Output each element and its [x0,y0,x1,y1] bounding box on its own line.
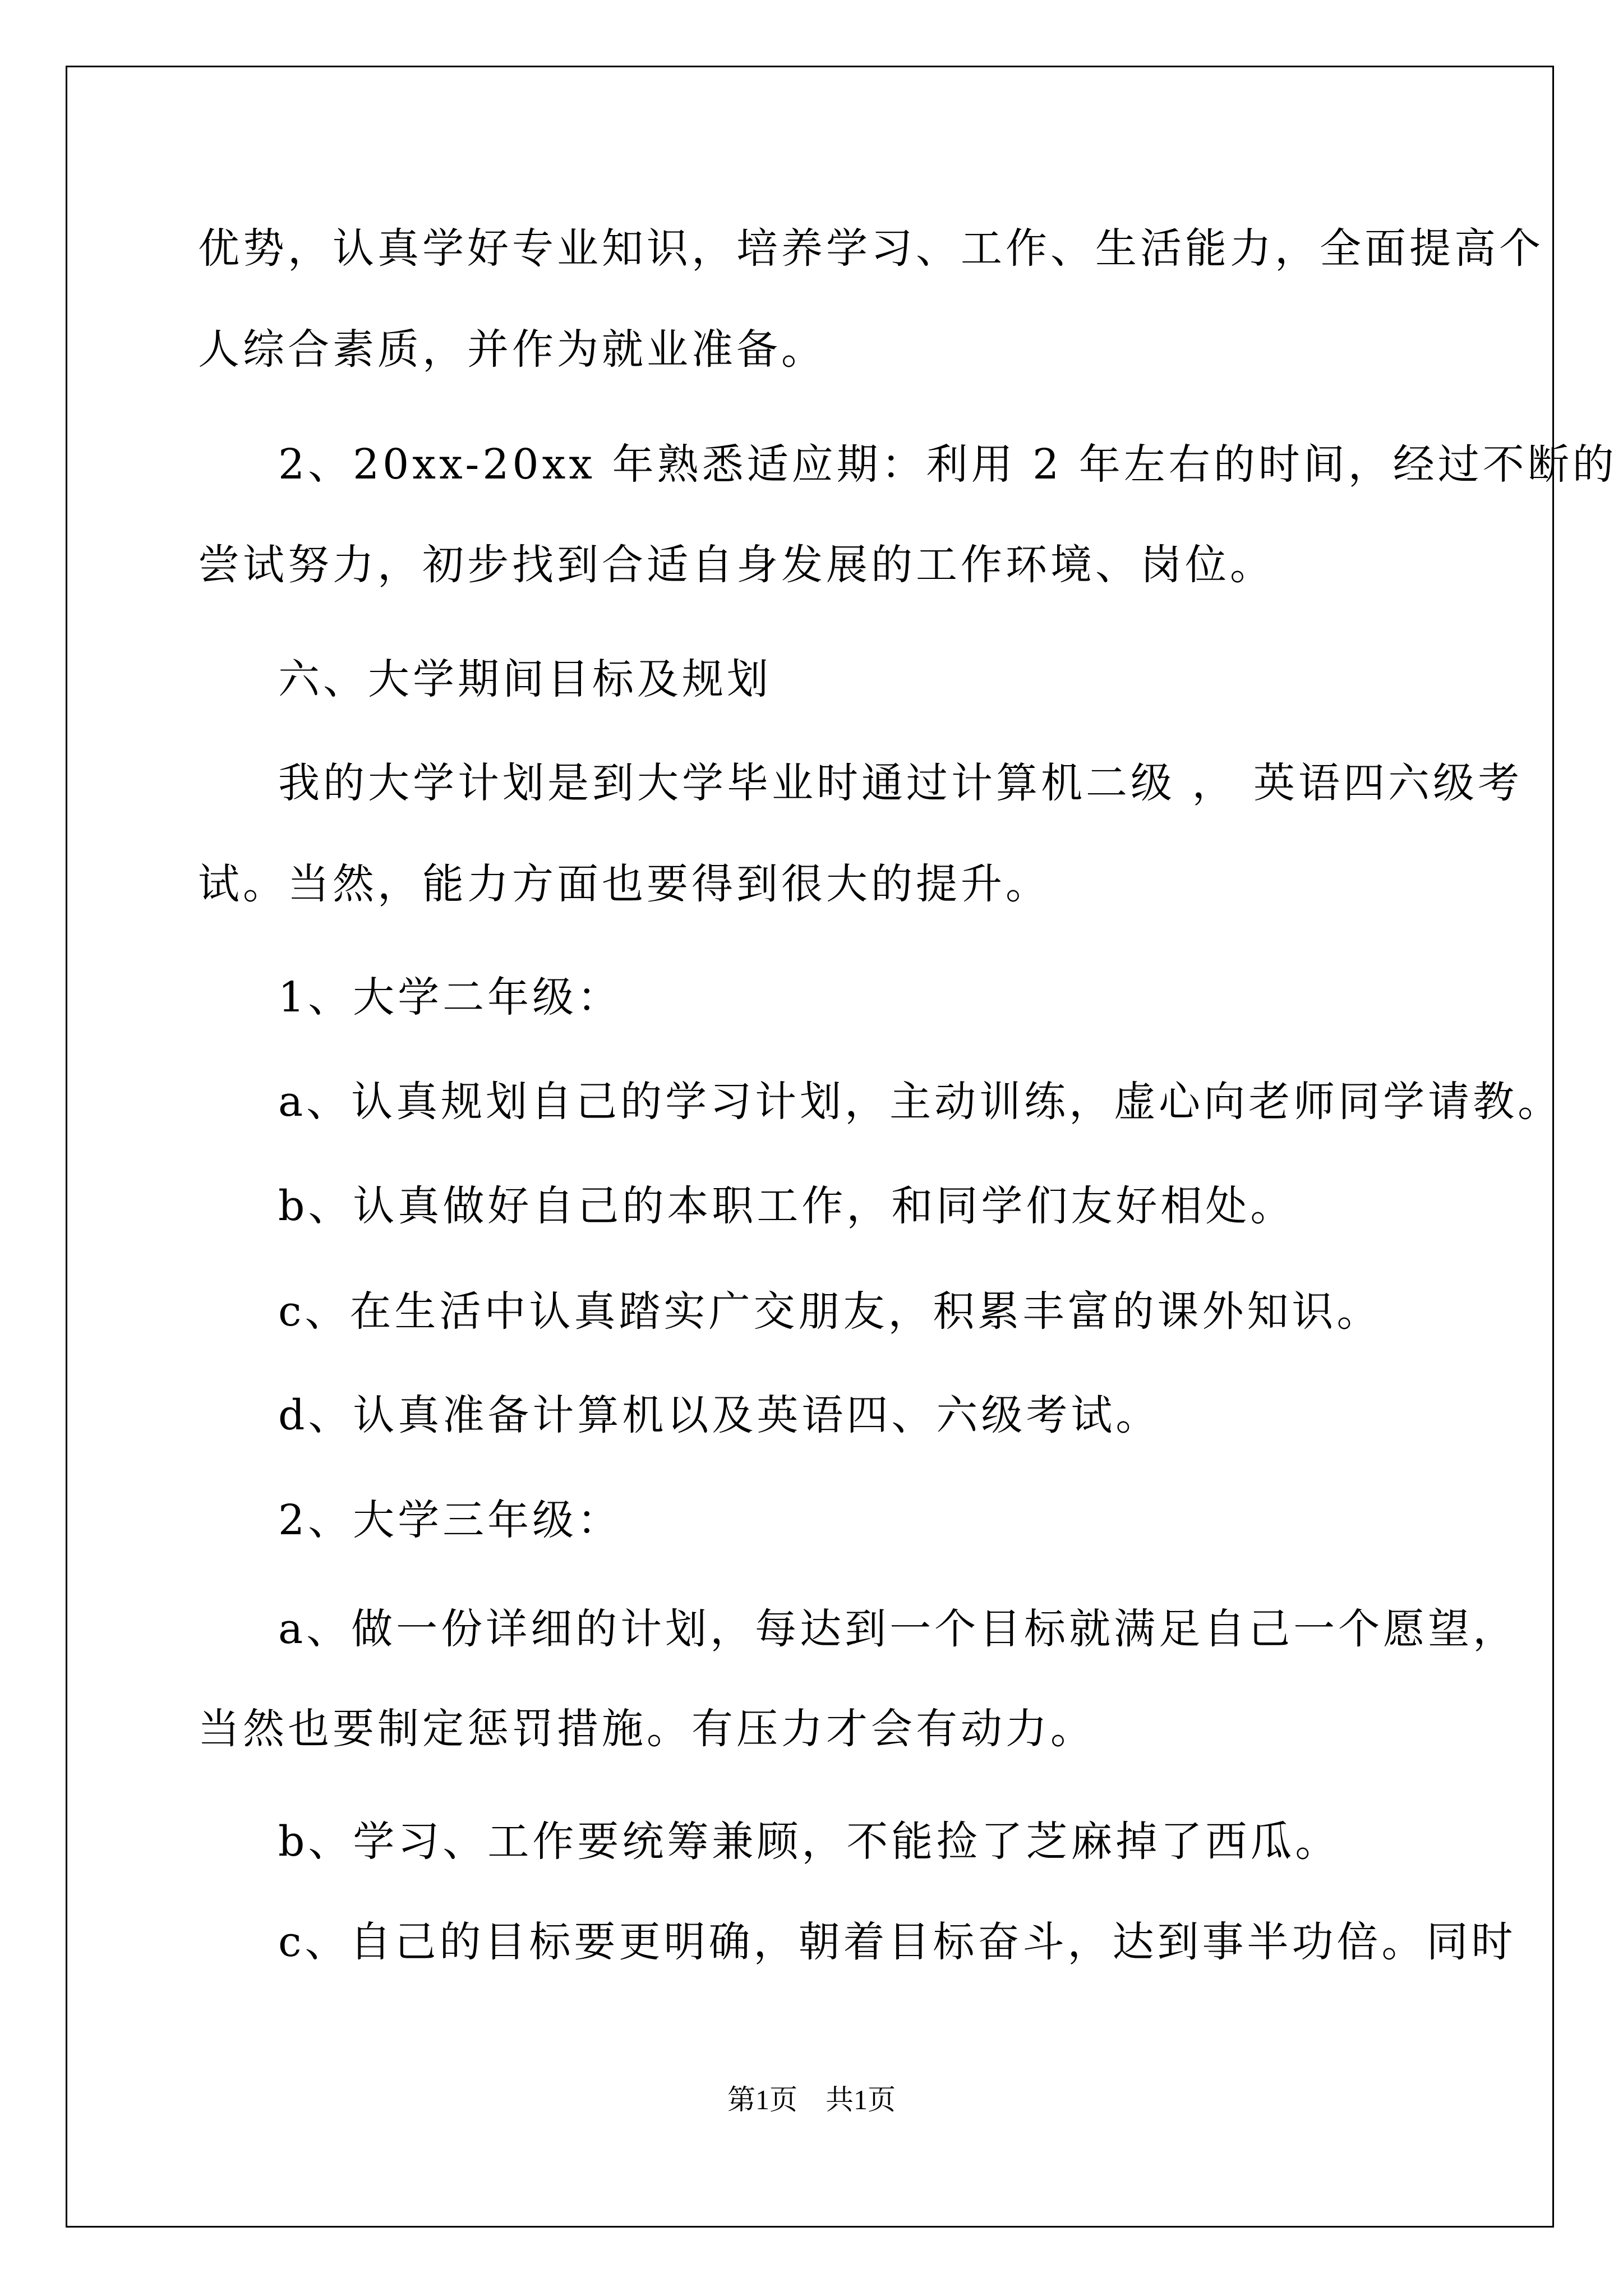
list-item: b、认真做好自己的本职工作，和同学们友好相处。 [278,1182,1295,1230]
list-item: c、在生活中认真踏实广交朋友，积累丰富的课外知识。 [278,1287,1382,1336]
page-frame [66,66,1554,2228]
page-number-footer: 第1页 共1页 [727,2084,896,2115]
text-line: 试。当然，能力方面也要得到很大的提升。 [198,860,1050,908]
text-line: 人综合素质，并作为就业准备。 [198,325,826,374]
text-line: 我的大学计划是到大学毕业时通过计算机二级 ， 英语四六级考 [278,759,1523,807]
list-item: a、认真规划自己的学习计划，主动训练，虚心向老师同学请教。 [278,1078,1563,1126]
list-item: d、认真准备计算机以及英语四、六级考试。 [278,1391,1161,1439]
list-item: b、学习、工作要统筹兼顾，不能捡了芝麻掉了西瓜。 [278,1818,1340,1866]
text-line: 当然也要制定惩罚措施。有压力才会有动力。 [198,1705,1095,1753]
subheading: 2、大学三年级： [278,1496,623,1544]
list-item: c、自己的目标要更明确，朝着目标奋斗，达到事半功倍。同时 [278,1918,1516,1966]
text-line: 尝试努力，初步找到合适自身发展的工作环境、岗位。 [198,541,1275,589]
list-item: a、做一份详细的计划，每达到一个目标就满足自己一个愿望， [278,1605,1518,1653]
section-heading: 六、大学期间目标及规划 [278,655,772,703]
text-line: 2、20xx-20xx 年熟悉适应期：利用 2 年左右的时间，经过不断的 [278,440,1617,489]
subheading: 1、大学二年级： [278,973,623,1022]
text-line: 优势，认真学好专业知识，培养学习、工作、生活能力，全面提高个 [198,224,1544,273]
